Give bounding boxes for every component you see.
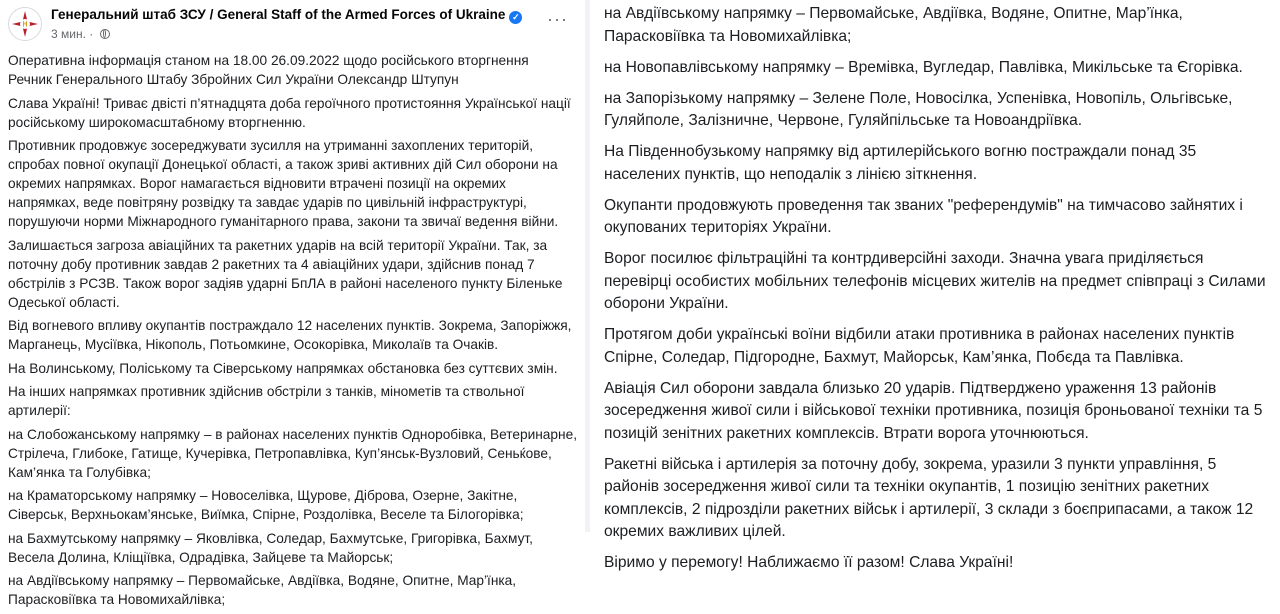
post-paragraph: на Авдіївському напрямку – Первомайське, Авдіївка, Водяне, Опитне, Мар’їнка, Парасковіївка та Новомихайлівка; [604,5,1183,45]
meta-separator: · [89,27,94,41]
post-paragraph: на Слобожанському напрямку – в районах населених пунктів Одноробівка, Ветеринарне, Стрілеча, Глибоке, Гатище, Кучерівка, Петропавлівка, Куп’янськ-Вузловий, Сеньќове, Кам’янка та Голубівка; [8,426,577,480]
more-options-icon[interactable]: ··· [547,9,568,29]
verified-badge-icon: ✓ [509,11,522,24]
post-paragraph: Залишається загроза авіаційних та ракетних ударів на всій території України. Так, за поточну добу противник завдав 2 ракетних та 4 авіаційних удари, здійснив понад 7 обстрілів з РСЗВ. Також ворог задіяв ударні БпЛА в районі населеного пункту Біленьке Одеської області. [8,237,563,310]
post-paragraph: Противник продовжує зосереджувати зусилля на утриманні захоплених територій, спробах повної окупації Донецької області, а також зриві активних дій Сил оборони на окремих напрямках. Ворог намагається відновити втрачені позиції на окремих напрямках, веде повітряну розвідку та завдає ударів по цивільній інфраструктурі, порушуючи норми Міжнародного гуманітарного права, закони та звичаї ведення війни. [8,138,559,229]
post-meta [51,27,110,41]
panel-divider [585,0,590,532]
post-text-right [604,3,1274,583]
post-paragraph: на Новопавлівському напрямку – Времівка, Вугледар, Павлівка, Микільське та Єгорівка. [604,58,1243,76]
post-right-panel [592,0,1280,571]
globe-icon [100,29,110,39]
post-header [0,0,582,50]
post-text-left [8,51,578,614]
post-paragraph: Протягом доби українські воїни відбили атаки противника в районах населених пунктів Спірне, Соледар, Підгородне, Бахмут, Майорськ, Кам’янка, Побєда та Павлівка. [604,326,1235,366]
armed-forces-emblem-icon [10,9,40,39]
page-name-link[interactable] [51,7,522,24]
post-time[interactable]: 3 мин. [51,27,86,41]
post-paragraph: Слава Україні! Триває двісті п’ятнадцята доба героїчного протистояння Української нації російському широкомасштабному вторгненню. [8,95,571,130]
post-paragraph: на Запорізькому напрямку – Зелене Поле, Новосілка, Успенівка, Новопіль, Ольгівське, Гуляйполе, Залізничне, Червоне, Гуляйпільське та Новоандріївка. [604,89,1233,129]
post-paragraph: На Волинському, Поліському та Сіверському напрямках обстановка без суттєвих змін. [8,360,558,376]
page-name-text[interactable]: Генеральний штаб ЗСУ / General Staff of the Armed Forces of Ukraine [51,7,506,22]
post-left-panel [0,0,582,607]
post-paragraph: Від вогневого впливу окупантів постраждало 12 населених пунктів. Зокрема, Запоріжжя, Марганець, Мусіївка, Нікополь, Потьомкине, Осокорівка, Миколаїв та Очаків. [8,318,572,352]
post-paragraph: Окупанти продовжують проведення так званих "референдумів" на тимчасово зайнятих і окупованих територіях України. [604,196,1243,236]
post-paragraph: на Краматорському напрямку – Новоселівка, Щурове, Діброва, Озерне, Закітне, Сіверськ, Верхньокам’янське, Виїмка, Спірне, Роздолівка, Веселе та Білогорівка; [8,488,524,522]
post-paragraph: на Авдіївському напрямку – Первомайське, Авдіївка, Водяне, Опитне, Мар’їнка, Парасковіївка та Новомихайлівка; [8,573,517,607]
page-avatar[interactable] [8,7,42,41]
post-paragraph: Віримо у перемогу! Наближаємо її разом! Слава Україні! [604,554,1014,571]
post-paragraph: Ракетні війська і артилерія за поточну добу, зокрема, уразили 3 пункти управління, 5 районів зосередження живої сили та техніки окупантів, 1 позицію зенітних ракетних комплексів, 2 підрозділи ракетних військ і артилерії, 3 склади з боєприпасами, а також 12 окремих важливих цілей. [604,455,1254,540]
post-paragraph: На Південнобузькому напрямку від артилерійського вогню постраждали понад 35 населених пунктів, що неподалік з лінією зіткнення. [604,143,1197,183]
post-paragraph: на Бахмутському напрямку – Яковлівка, Соледар, Бахмутське, Григорівка, Бахмут, Весела Долина, Кліщіївка, Одрадівка, Зайцеве та Майорськ; [8,530,533,565]
post-paragraph: Авіація Сил оборони завдала близько 20 ударів. Підтверджено ураження 13 районів зосередження живої сили і військової техніки противника, позиція броньованої техніки та 5 позицій зенітних ракетних комплексів. Втрати ворога уточнюються. [604,379,1263,442]
post-paragraph: На інших напрямках противник здійснив обстріли з танків, мінометів та ствольної артилерії: [8,384,525,418]
post-paragraph: Оперативна інформація станом на 18.00 26.09.2022 щодо російського вторгнення Речник Генерального Штабу Збройних Сил України Олександр Штупун [8,53,529,87]
post-paragraph: Ворог посилює фільтраційні та контрдиверсійні заходи. Значна увага приділяється перевірці особистих мобільних телефонів місцевих жителів на предмет співпраці з Силами оборони України. [604,250,1266,312]
